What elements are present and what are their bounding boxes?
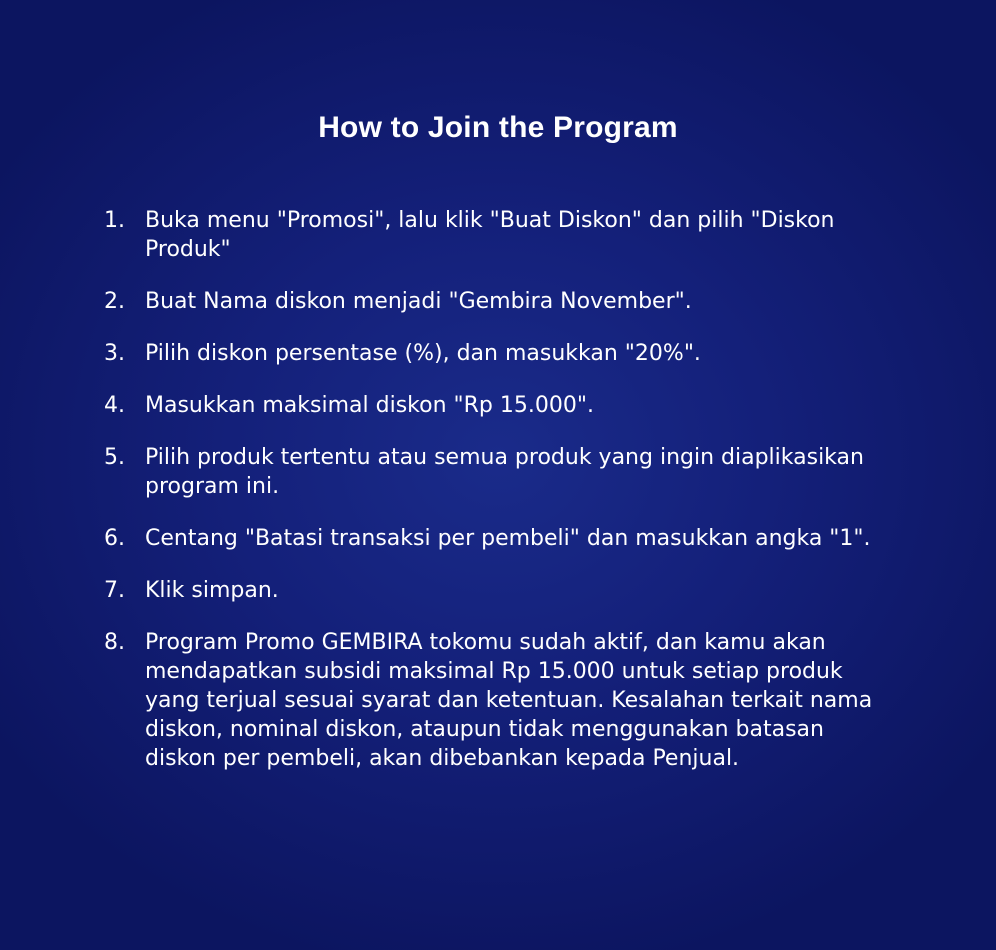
step-number: 3.: [104, 341, 125, 366]
step-text: Masukkan maksimal diskon "Rp 15.000".: [145, 393, 594, 418]
step-item: [104, 391, 894, 420]
step-number: 1.: [104, 208, 125, 233]
step-number: 6.: [104, 526, 125, 551]
step-item: [104, 287, 894, 316]
step-text: Buat Nama diskon menjadi "Gembira November".: [145, 289, 692, 314]
page-title: How to Join the Program: [318, 111, 678, 144]
step-item: [104, 339, 894, 368]
step-text: Pilih produk tertentu atau semua produk yang ingin diaplikasikan program ini.: [145, 445, 864, 499]
step-number: 5.: [104, 445, 125, 470]
step-text: Klik simpan.: [145, 578, 279, 603]
steps-list: [104, 206, 894, 796]
step-number: 8.: [104, 630, 125, 655]
step-item: [104, 628, 894, 773]
step-text: Program Promo GEMBIRA tokomu sudah aktif, dan kamu akan mendapatkan subsidi maksimal Rp 15.000 untuk setiap produk yang terjual sesuai syarat dan ketentuan. Kesalahan terkait nama diskon, nominal diskon, ataupun tidak menggunakan batasan diskon per pembeli, akan dibebankan kepada Penjual.: [145, 630, 873, 771]
step-item: [104, 206, 894, 264]
step-number: 7.: [104, 578, 125, 603]
step-number: 4.: [104, 393, 125, 418]
step-item: [104, 443, 894, 501]
step-item: [104, 576, 894, 605]
step-number: 2.: [104, 289, 125, 314]
step-item: [104, 524, 894, 553]
step-text: Buka menu "Promosi", lalu klik "Buat Diskon" dan pilih "Diskon Produk": [145, 208, 835, 262]
step-text: Pilih diskon persentase (%), dan masukkan "20%".: [145, 341, 701, 366]
step-text: Centang "Batasi transaksi per pembeli" dan masukkan angka "1".: [145, 526, 871, 551]
